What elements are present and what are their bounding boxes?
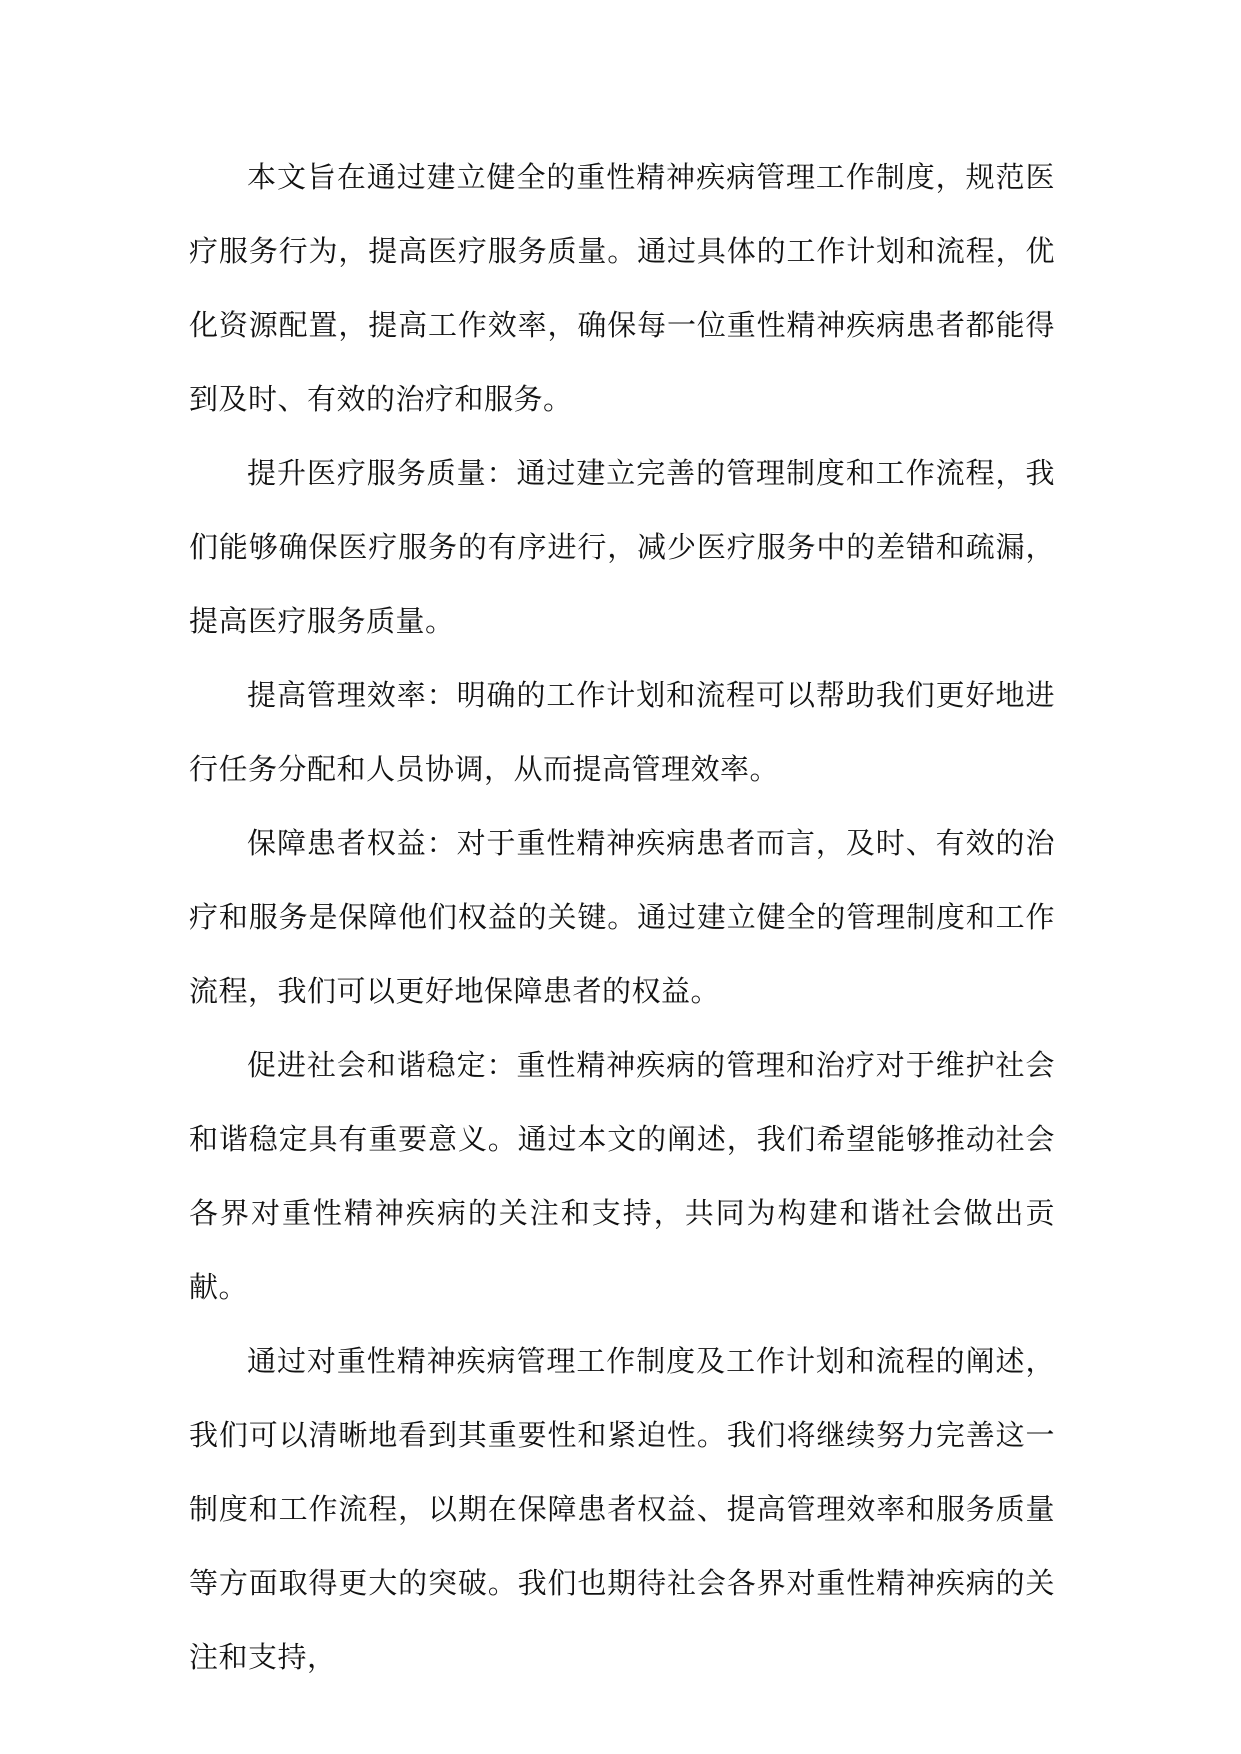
paragraph-purpose: 本文旨在通过建立健全的重性精神疾病管理工作制度，规范医疗服务行为，提高医疗服务质量。通过具体的工作计划和流程，优化资源配置，提高工作效率，确保每一位重性精神疾病患者都能得到及时、有效的治疗和服务。 — [189, 160, 1055, 416]
paragraph-patient-rights: 保障患者权益：对于重性精神疾病患者而言，及时、有效的治疗和服务是保障他们权益的关键。通过建立健全的管理制度和工作流程，我们可以更好地保障患者的权益。 — [189, 826, 1055, 1008]
paragraph-conclusion: 通过对重性精神疾病管理工作制度及工作计划和流程的阐述，我们可以清晰地看到其重要性和紧迫性。我们将继续努力完善这一制度和工作流程，以期在保障患者权益、提高管理效率和服务质量等方面取得更大的突破。我们也期待社会各界对重性精神疾病的关注和支持， — [189, 1344, 1055, 1674]
paragraph-service-quality: 提升医疗服务质量：通过建立完善的管理制度和工作流程，我们能够确保医疗服务的有序进行，减少医疗服务中的差错和疏漏，提高医疗服务质量。 — [189, 456, 1055, 638]
document-body — [189, 140, 1055, 1694]
paragraph-social-harmony: 促进社会和谐稳定：重性精神疾病的管理和治疗对于维护社会和谐稳定具有重要意义。通过本文的阐述，我们希望能够推动社会各界对重性精神疾病的关注和支持，共同为构建和谐社会做出贡献。 — [189, 1048, 1055, 1304]
paragraph-management-efficiency: 提高管理效率：明确的工作计划和流程可以帮助我们更好地进行任务分配和人员协调，从而提高管理效率。 — [189, 678, 1055, 786]
